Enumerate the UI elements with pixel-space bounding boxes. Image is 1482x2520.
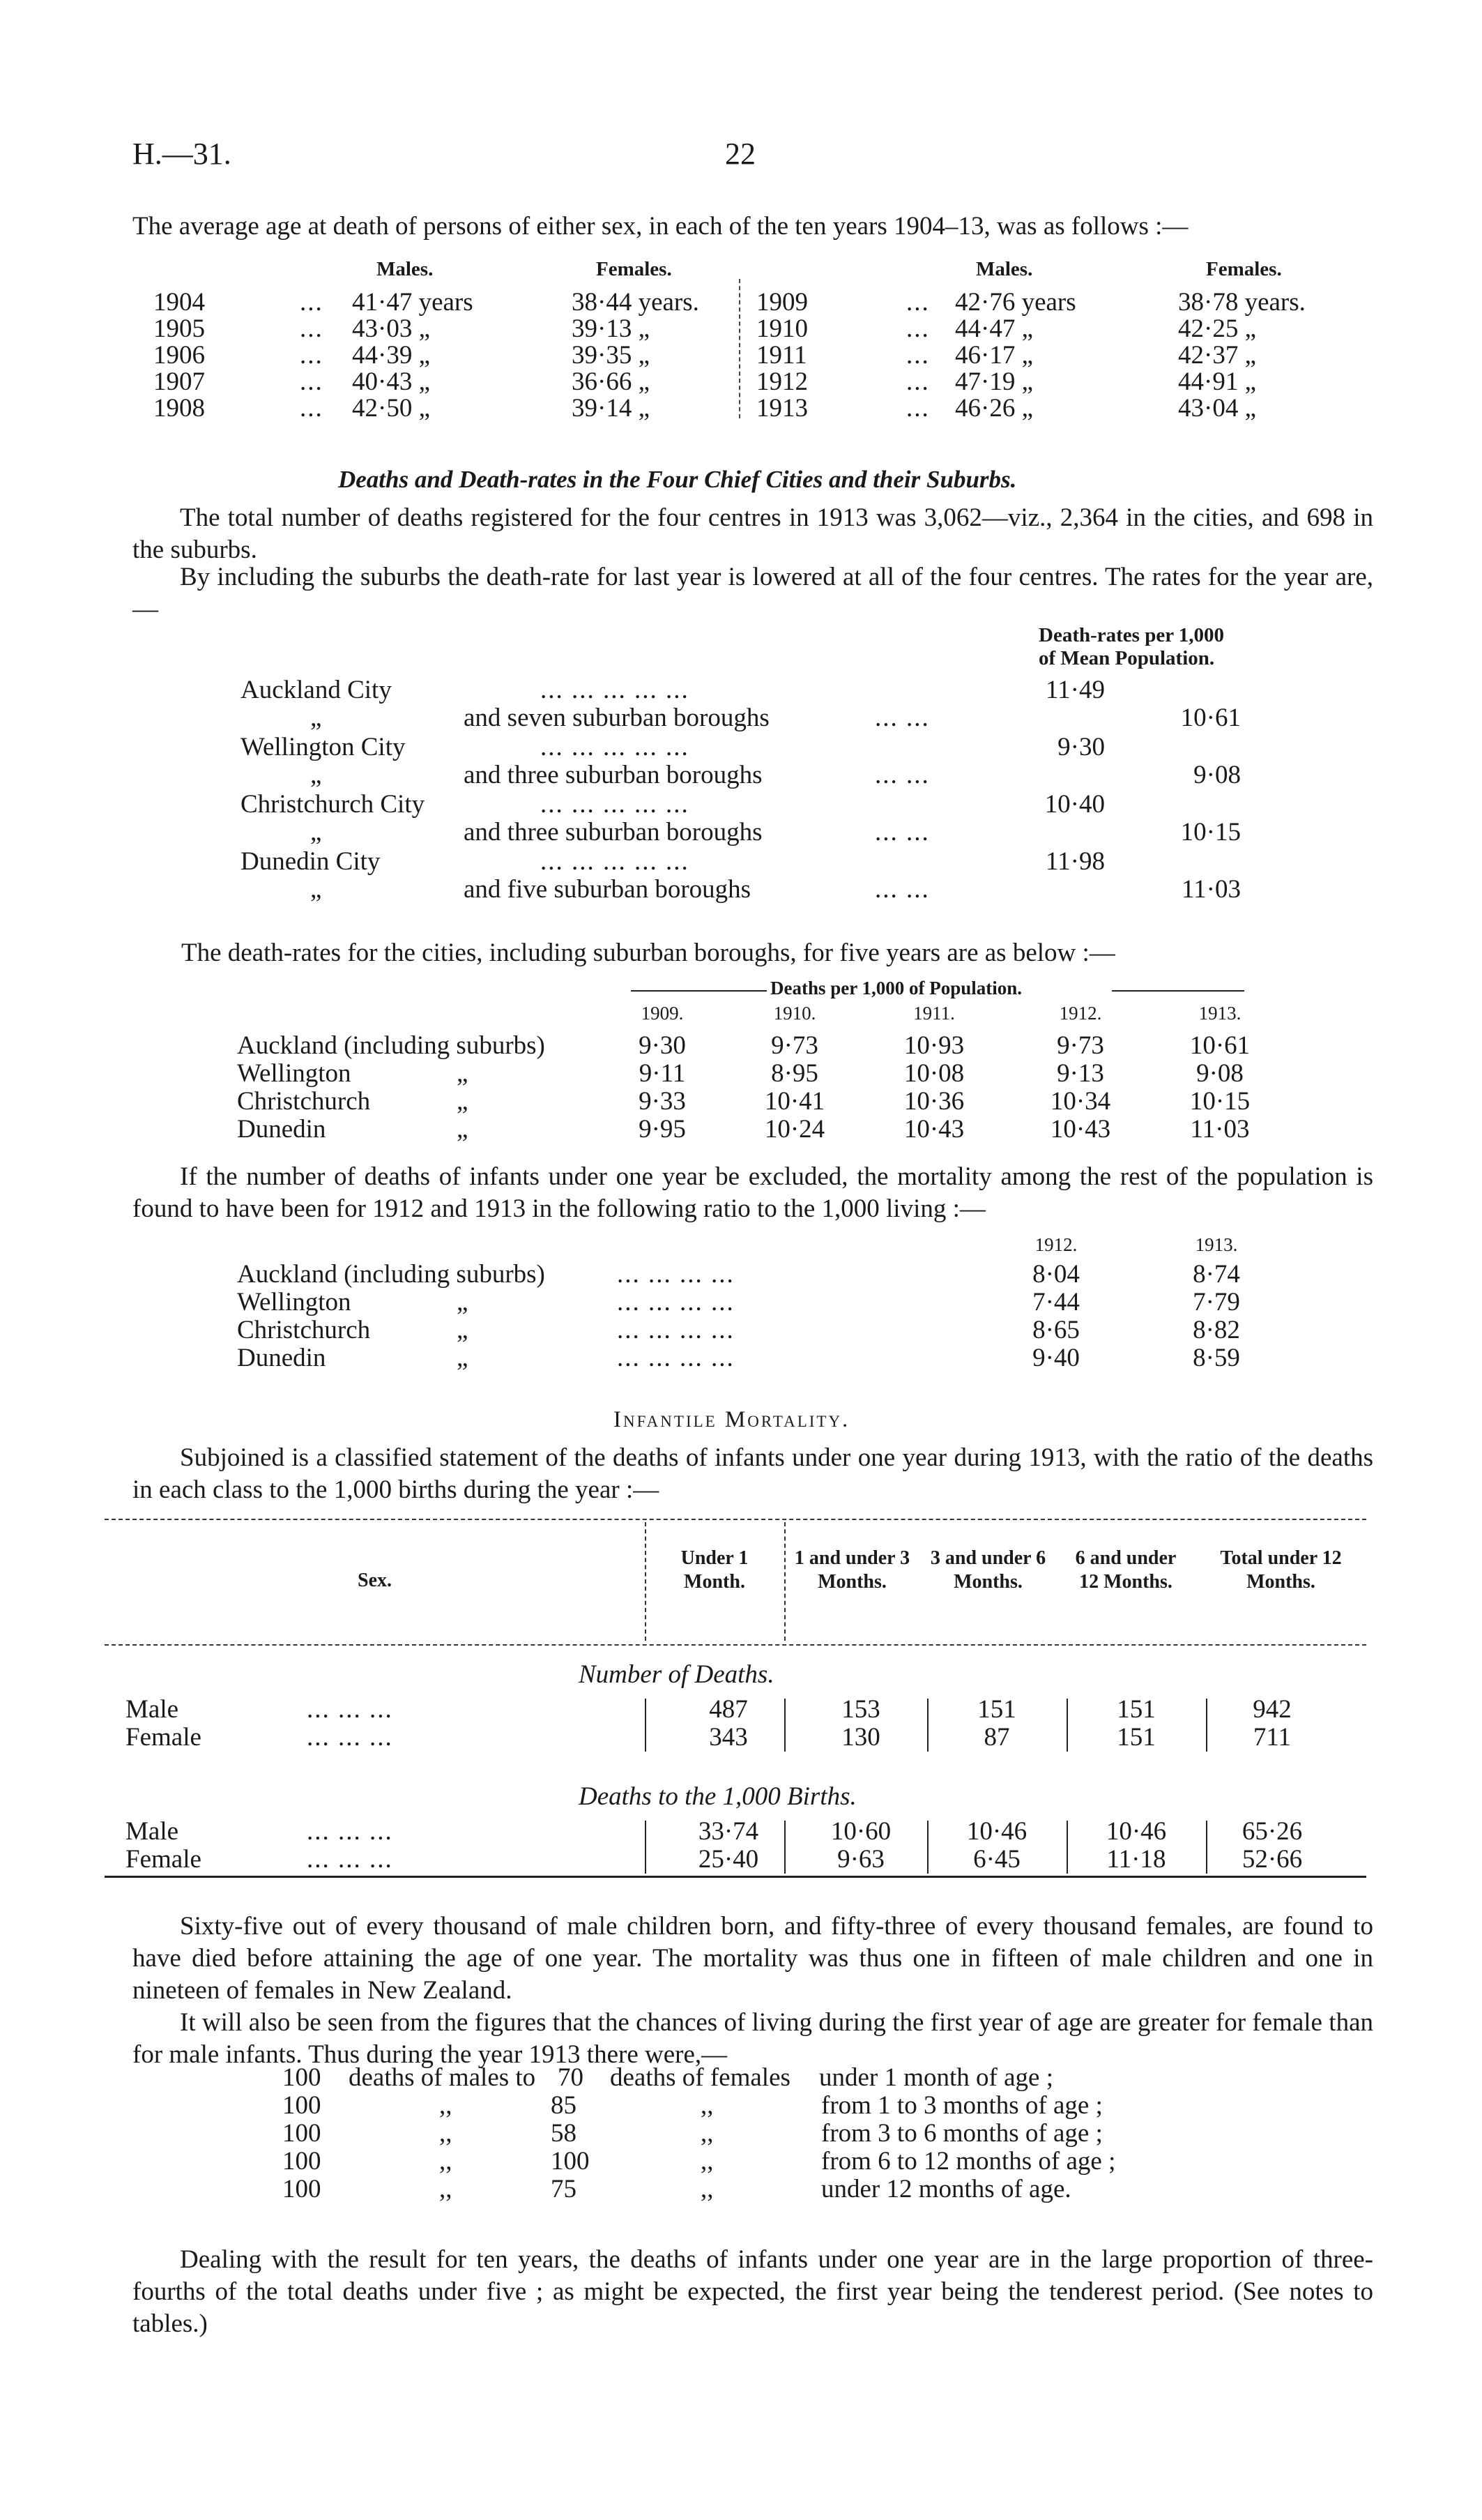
age-males: 40·43 „: [352, 367, 430, 396]
table-cell: 151: [1117, 1695, 1156, 1724]
table-cell: 711: [1253, 1723, 1292, 1752]
age-year: 1907: [153, 367, 205, 396]
rate-value: 10·43: [1050, 1115, 1111, 1144]
rate-value: 9·11: [639, 1059, 686, 1088]
suburban-label: and three suburban boroughs: [464, 761, 763, 789]
age-females: 38·44 years.: [572, 288, 699, 317]
ditto-mark: „: [457, 1344, 468, 1372]
section-heading-cities: Deaths and Death-rates in the Four Chief Cities and their Suburbs.: [338, 466, 1017, 493]
age-females: 43·04 „: [1178, 394, 1256, 423]
leader-dots: ... ... ...: [307, 1817, 393, 1846]
age-year: 1908: [153, 394, 205, 423]
table-cell: 11·18: [1106, 1845, 1166, 1874]
column-header: Under 1 Month.: [680, 1547, 749, 1593]
leader-dots: ... ... ...: [307, 1845, 393, 1874]
age-males: 46·17 „: [955, 341, 1033, 370]
male-count: 100: [282, 2063, 321, 2092]
age-year: 1909: [756, 288, 808, 317]
ditto-mark: „: [310, 761, 322, 789]
age-year: 1910: [756, 314, 808, 343]
female-label: deaths of females: [610, 2063, 790, 2092]
male-count: 100: [282, 2091, 321, 2120]
leader-dots: ... ... ... ... ...: [540, 733, 689, 761]
city-label: Christchurch: [237, 1316, 371, 1344]
age-year: 1912: [756, 367, 808, 396]
table-cell: 87: [984, 1723, 1010, 1752]
suburban-rate: 10·61: [1180, 704, 1241, 732]
rate-value: 11·03: [1190, 1115, 1250, 1144]
rate-1912: 8·04: [1032, 1260, 1080, 1289]
leader-dots: ... ...: [875, 704, 930, 732]
rates-subheading: Deaths to the 1,000 Births.: [579, 1782, 857, 1811]
table-cell: 9·63: [837, 1845, 885, 1874]
suburbs-paragraph: By including the suburbs the death-rate for last year is lowered at all of the four centres. The rates for the year are,—: [132, 563, 1373, 623]
rate-1913: 8·82: [1193, 1316, 1240, 1344]
male-count: 100: [282, 2147, 321, 2176]
ditto-mark: „: [310, 704, 322, 732]
female-count: 58: [551, 2119, 576, 2148]
age-males: 42·50 „: [352, 394, 430, 423]
suburban-rate: 10·15: [1180, 818, 1241, 847]
city-label: Dunedin: [237, 1115, 326, 1144]
male-count: 100: [282, 2175, 321, 2203]
deaths-subheading: Number of Deaths.: [579, 1660, 774, 1689]
sex-label: Male: [125, 1817, 179, 1846]
col-males-left: Males.: [376, 258, 434, 280]
year-header: 1911.: [913, 1003, 955, 1024]
suburban-rate: 9·08: [1193, 761, 1241, 789]
year-header: 1910.: [773, 1003, 816, 1024]
male-label: ,,: [439, 2091, 452, 2120]
age-females: 42·25 „: [1178, 314, 1256, 343]
city-name: Dunedin City: [240, 847, 381, 876]
col-males-right: Males.: [976, 258, 1033, 280]
table-cell: 6·45: [973, 1845, 1021, 1874]
chances-paragraph: It will also be seen from the figures that the chances of living during the first year of age are greater for female than for male infants. Thus during the year 1913 there were,—: [132, 2008, 1373, 2069]
leader-dots: ... ... ...: [307, 1723, 393, 1752]
rate-value: 10·61: [1189, 1031, 1251, 1060]
five-year-span-header: Deaths per 1,000 of Population.: [770, 978, 1023, 999]
year-header: 1913.: [1195, 1234, 1238, 1255]
leader-dots: ...: [300, 314, 323, 343]
ten-year-paragraph: Dealing with the result for ten years, the deaths of infants under one year are in the large proportion of three-fourths of the total deaths under five ; as might be expected, the first year being the tenderest period. (See notes to tables.): [132, 2245, 1373, 2338]
rate-1912: 8·65: [1032, 1316, 1080, 1344]
year-header: 1909.: [641, 1003, 684, 1024]
leader-dots: ... ... ... ...: [617, 1288, 735, 1316]
report-reference: H.—31.: [132, 137, 231, 171]
city-label: Wellington: [237, 1288, 351, 1316]
rate-value: 10·34: [1050, 1087, 1111, 1116]
city-label: Auckland (including suburbs): [237, 1031, 545, 1060]
age-males: 41·47 years: [352, 288, 473, 317]
female-label: ,,: [701, 2175, 714, 2203]
age-year: 1904: [153, 288, 205, 317]
city-rate: 11·49: [1046, 676, 1105, 704]
age-males: 42·76 years: [955, 288, 1076, 317]
ditto-mark: „: [457, 1059, 468, 1088]
rate-value: 10·36: [903, 1087, 965, 1116]
female-count: 70: [558, 2063, 583, 2092]
leader-dots: ...: [300, 367, 323, 396]
suburban-rate: 11·03: [1182, 875, 1241, 904]
suburban-label: and seven suburban boroughs: [464, 704, 770, 732]
infantile-intro: Subjoined is a classified statement of the deaths of infants under one year during 1913, with the ratio of the deaths in each class to the 1,000 births during the year :—: [132, 1443, 1373, 1504]
year-header: 1912.: [1059, 1003, 1102, 1024]
age-year: 1913: [756, 394, 808, 423]
city-name: Wellington City: [240, 733, 406, 761]
leader-dots: ...: [906, 367, 930, 396]
female-label: ,,: [701, 2091, 714, 2120]
sex-label: Female: [125, 1723, 201, 1752]
table-cell: 65·26: [1242, 1817, 1303, 1846]
city-rate: 10·40: [1044, 790, 1105, 819]
female-label: ,,: [701, 2147, 714, 2176]
leader-dots: ...: [300, 288, 323, 317]
ditto-mark: „: [457, 1087, 468, 1116]
age-males: 43·03 „: [352, 314, 430, 343]
column-header: Sex.: [358, 1570, 392, 1591]
column-header: 6 and under 12 Months.: [1075, 1547, 1177, 1593]
city-label: Dunedin: [237, 1344, 326, 1372]
page-number: 22: [725, 137, 756, 171]
rate-value: 10·08: [903, 1059, 965, 1088]
leader-dots: ...: [300, 341, 323, 370]
city-label: Auckland (including suburbs): [237, 1260, 545, 1289]
ditto-mark: „: [310, 818, 322, 847]
table-cell: 942: [1253, 1695, 1292, 1724]
table-cell: 10·46: [966, 1817, 1028, 1846]
rates-header-line2: of Mean Population.: [1039, 647, 1215, 669]
age-males: 44·39 „: [352, 341, 430, 370]
leader-dots: ... ... ... ...: [617, 1344, 735, 1372]
leader-dots: ... ...: [875, 818, 930, 847]
age-females: 44·91 „: [1178, 367, 1256, 396]
rate-value: 10·15: [1189, 1087, 1251, 1116]
age-year: 1906: [153, 341, 205, 370]
col-females-right: Females.: [1206, 258, 1282, 280]
rate-value: 10·93: [903, 1031, 965, 1060]
male-count: 100: [282, 2119, 321, 2148]
male-label: ,,: [439, 2175, 452, 2203]
intro-paragraph: The average age at death of persons of either sex, in each of the ten years 1904–13, was as follows :—: [132, 212, 1189, 241]
male-label: deaths of males to: [349, 2063, 536, 2092]
rate-value: 9·73: [771, 1031, 818, 1060]
leader-dots: ... ... ... ... ...: [540, 676, 689, 704]
column-header: 3 and under 6 Months.: [930, 1547, 1046, 1593]
rate-value: 10·43: [903, 1115, 965, 1144]
rate-value: 9·73: [1057, 1031, 1104, 1060]
leader-dots: ... ...: [875, 875, 930, 904]
sex-label: Female: [125, 1845, 201, 1874]
city-name: Auckland City: [240, 676, 392, 704]
age-description: from 3 to 6 months of age ;: [821, 2119, 1103, 2148]
age-males: 44·47 „: [955, 314, 1033, 343]
age-description: under 1 month of age ;: [819, 2063, 1053, 2092]
age-females: 39·35 „: [572, 341, 650, 370]
age-year: 1905: [153, 314, 205, 343]
ditto-mark: „: [457, 1288, 468, 1316]
col-females-left: Females.: [596, 258, 672, 280]
city-name: Christchurch City: [240, 790, 425, 819]
city-label: Wellington: [237, 1059, 351, 1088]
leader-dots: ... ... ... ... ...: [540, 790, 689, 819]
ditto-mark: „: [457, 1115, 468, 1144]
table-cell: 151: [1117, 1723, 1156, 1752]
table-cell: 25·40: [698, 1845, 759, 1874]
age-females: 36·66 „: [572, 367, 650, 396]
city-rate: 9·30: [1057, 733, 1105, 761]
age-description: under 12 months of age.: [821, 2175, 1071, 2203]
age-females: 39·13 „: [572, 314, 650, 343]
column-header: Total under 12 Months.: [1220, 1547, 1342, 1593]
suburban-label: and five suburban boroughs: [464, 875, 751, 904]
five-year-intro: The death-rates for the cities, including suburban boroughs, for five years are as below :—: [181, 939, 1115, 967]
table-cell: 10·60: [830, 1817, 892, 1846]
column-header: 1 and under 3 Months.: [794, 1547, 910, 1593]
female-label: ,,: [701, 2119, 714, 2148]
rate-value: 9·13: [1057, 1059, 1104, 1088]
infantile-heading: Infantile Mortality.: [613, 1407, 850, 1432]
rate-1912: 7·44: [1032, 1288, 1080, 1316]
city-label: Christchurch: [237, 1087, 371, 1116]
rates-header-line1: Death-rates per 1,000: [1039, 624, 1225, 646]
table-cell: 153: [841, 1695, 880, 1724]
age-males: 46·26 „: [955, 394, 1033, 423]
age-females: 39·14 „: [572, 394, 650, 423]
rate-value: 10·41: [764, 1087, 825, 1116]
rate-value: 9·33: [639, 1087, 686, 1116]
deaths-total-paragraph: The total number of deaths registered for the four centres in 1913 was 3,062—viz., 2,364 in the cities, and 698 in the suburbs.: [132, 503, 1373, 564]
table-cell: 10·46: [1106, 1817, 1167, 1846]
female-count: 100: [551, 2147, 590, 2176]
rate-value: 9·08: [1196, 1059, 1244, 1088]
table-cell: 151: [977, 1695, 1016, 1724]
female-count: 75: [551, 2175, 576, 2203]
year-header: 1913.: [1198, 1003, 1242, 1024]
leader-dots: ... ...: [875, 761, 930, 789]
city-rate: 11·98: [1046, 847, 1105, 876]
table-cell: 33·74: [698, 1817, 759, 1846]
ditto-mark: „: [310, 875, 322, 904]
leader-dots: ...: [906, 314, 930, 343]
leader-dots: ... ... ... ...: [617, 1316, 735, 1344]
sixty-five-paragraph: Sixty-five out of every thousand of male children born, and fifty-three of every thousand females, are found to have died before attaining the age of one year. The mortality was thus one in fifteen of male children and one in nineteen of females in New Zealand.: [132, 1912, 1373, 2005]
age-females: 42·37 „: [1178, 341, 1256, 370]
age-description: from 1 to 3 months of age ;: [821, 2091, 1103, 2120]
table-cell: 52·66: [1242, 1845, 1303, 1874]
rate-1913: 8·59: [1193, 1344, 1240, 1372]
rate-1912: 9·40: [1032, 1344, 1080, 1372]
table-cell: 343: [709, 1723, 748, 1752]
male-label: ,,: [439, 2119, 452, 2148]
ditto-mark: „: [457, 1316, 468, 1344]
rate-1913: 8·74: [1193, 1260, 1240, 1289]
rate-value: 9·95: [639, 1115, 686, 1144]
sex-label: Male: [125, 1695, 179, 1724]
age-males: 47·19 „: [955, 367, 1033, 396]
leader-dots: ...: [906, 288, 930, 317]
leader-dots: ...: [906, 341, 930, 370]
leader-dots: ... ... ... ...: [617, 1260, 735, 1289]
male-label: ,,: [439, 2147, 452, 2176]
leader-dots: ...: [300, 394, 323, 423]
rate-value: 9·30: [639, 1031, 686, 1060]
table-cell: 130: [841, 1723, 880, 1752]
suburban-label: and three suburban boroughs: [464, 818, 763, 847]
excluding-infants-paragraph: If the number of deaths of infants under one year be excluded, the mortality among the rest of the population is found to have been for 1912 and 1913 in the following ratio to the 1,000 living :—: [132, 1162, 1373, 1223]
leader-dots: ...: [906, 394, 930, 423]
age-description: from 6 to 12 months of age ;: [821, 2147, 1116, 2176]
rate-1913: 7·79: [1193, 1288, 1240, 1316]
female-count: 85: [551, 2091, 576, 2120]
age-females: 38·78 years.: [1178, 288, 1306, 317]
rate-value: 8·95: [771, 1059, 818, 1088]
leader-dots: ... ... ...: [307, 1695, 393, 1724]
table-cell: 487: [709, 1695, 748, 1724]
rate-value: 10·24: [764, 1115, 825, 1144]
leader-dots: ... ... ... ... ...: [540, 847, 689, 876]
column-divider: [739, 279, 740, 418]
age-year: 1911: [756, 341, 807, 370]
year-header: 1912.: [1034, 1234, 1078, 1255]
